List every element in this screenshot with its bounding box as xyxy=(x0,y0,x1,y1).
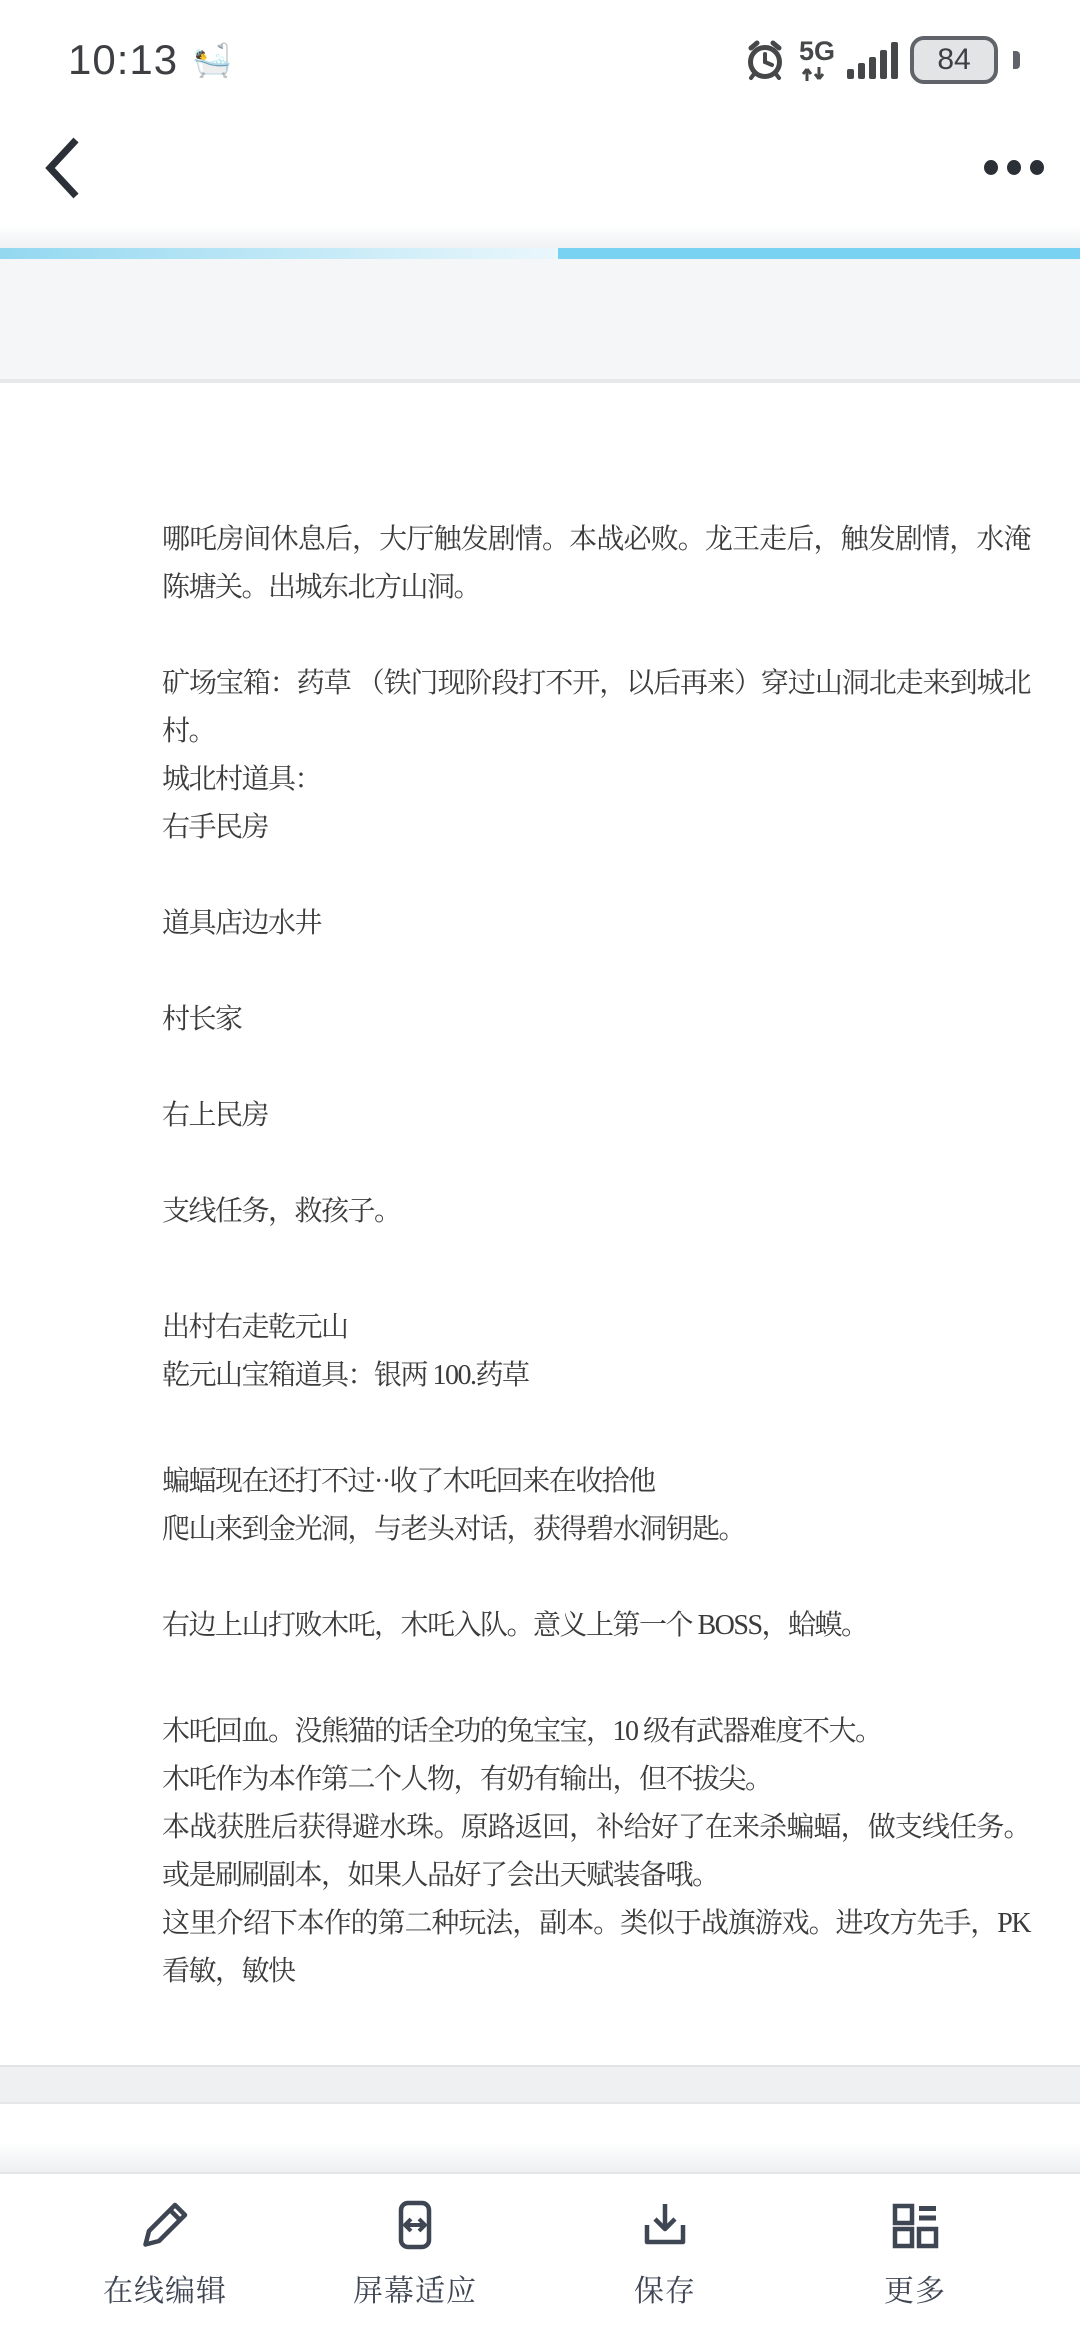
doc-paragraph: 爬山来到金光洞，与老头对话，获得碧水洞钥匙。 xyxy=(162,1514,746,1545)
chevron-left-icon xyxy=(38,135,88,201)
online-edit-label: 在线编辑 xyxy=(103,2275,227,2308)
network-type-label: 5G xyxy=(798,35,835,66)
document-page-2[interactable] xyxy=(0,2104,1080,2172)
more-label: 更多 xyxy=(884,2275,946,2308)
save-label: 保存 xyxy=(634,2275,696,2308)
doc-paragraph: 右手民房 xyxy=(162,812,269,843)
battery-percent: 84 xyxy=(937,43,971,76)
screen-fit-icon xyxy=(388,2198,442,2252)
nav-shadow xyxy=(0,225,1080,248)
nav-bar xyxy=(0,110,1080,225)
more-button[interactable] xyxy=(805,2198,1025,2310)
doc-paragraph: 右上民房 xyxy=(162,1100,269,1131)
doc-paragraph: 右边上山打败木吒，木吒入队。意义上第一个 BOSS，蛤蟆。 xyxy=(162,1610,868,1641)
doc-paragraph: 乾元山宝箱道具：银两 100.药草 xyxy=(162,1360,529,1391)
loading-progress-bar xyxy=(0,248,1080,259)
doc-paragraph: 矿场宝箱：药草 （铁门现阶段打不开，以后再来）穿过山洞北走来到城北村。 xyxy=(162,668,1030,747)
doc-paragraph: 道具店边水井 xyxy=(162,908,322,939)
online-edit-button[interactable] xyxy=(55,2198,275,2310)
signal-bars-icon xyxy=(847,41,898,79)
save-button[interactable] xyxy=(555,2198,775,2310)
progress-solid-segment xyxy=(558,248,1080,259)
more-menu-button[interactable] xyxy=(978,140,1050,195)
screen-fit-label: 屏幕适应 xyxy=(353,2275,477,2308)
clock-time: 10:13 xyxy=(68,36,179,83)
doc-paragraph: 这里介绍下本作的第二种玩法，副本。类似于战旗游戏。进攻方先手，PK 看敏，敏快 xyxy=(162,1908,1030,1987)
doc-paragraph: 支线任务，救孩子。 xyxy=(162,1196,401,1227)
doc-paragraph: 木吒作为本作第二个人物，有奶有输出，但不拔尖。 xyxy=(162,1764,772,1795)
more-grid-icon xyxy=(888,2198,942,2252)
back-button[interactable] xyxy=(38,128,98,208)
network-indicator xyxy=(798,35,835,83)
pencil-icon xyxy=(138,2198,192,2252)
doc-paragraph: 城北村道具： xyxy=(162,764,322,795)
ellipsis-dot xyxy=(1030,160,1044,175)
doc-paragraph: 蝙蝠现在还打不过··收了木吒回来在收拾他 xyxy=(162,1466,655,1497)
toolbar-top-shadow xyxy=(0,2142,1080,2172)
alarm-icon xyxy=(743,38,787,82)
page-break-band xyxy=(0,2065,1080,2104)
status-icons xyxy=(743,36,1020,84)
clock-emoji: 🛀 xyxy=(192,42,232,78)
screen-fit-button[interactable] xyxy=(305,2198,525,2310)
doc-paragraph: 出村右走乾元山 xyxy=(162,1312,348,1343)
battery-icon xyxy=(910,36,998,84)
document-text xyxy=(0,383,1080,1996)
status-bar xyxy=(0,0,1080,110)
doc-paragraph: 木吒回血。没熊猫的话全功的兔宝宝，10 级有武器难度不大。 xyxy=(162,1716,882,1747)
bottom-toolbar xyxy=(0,2172,1080,2340)
doc-paragraph: 哪吒房间休息后，大厅触发剧情。本战必败。龙王走后，触发剧情，水淹陈塘关。出城东北方山洞。 xyxy=(162,524,1030,603)
ellipsis-dot xyxy=(984,160,998,175)
battery-nub xyxy=(1013,51,1020,69)
download-icon xyxy=(638,2198,692,2252)
ellipsis-dot xyxy=(1007,160,1021,175)
doc-paragraph: 本战获胜后获得避水珠。原路返回，补给好了在来杀蝙蝠，做支线任务。或是刷刷副本，如果人品好了会出天赋装备哦。 xyxy=(162,1812,1030,1891)
doc-paragraph: 村长家 xyxy=(162,1004,242,1035)
network-activity-arrows-icon xyxy=(799,65,829,83)
progress-gradient-segment xyxy=(0,248,558,259)
document-page[interactable] xyxy=(0,383,1080,2065)
